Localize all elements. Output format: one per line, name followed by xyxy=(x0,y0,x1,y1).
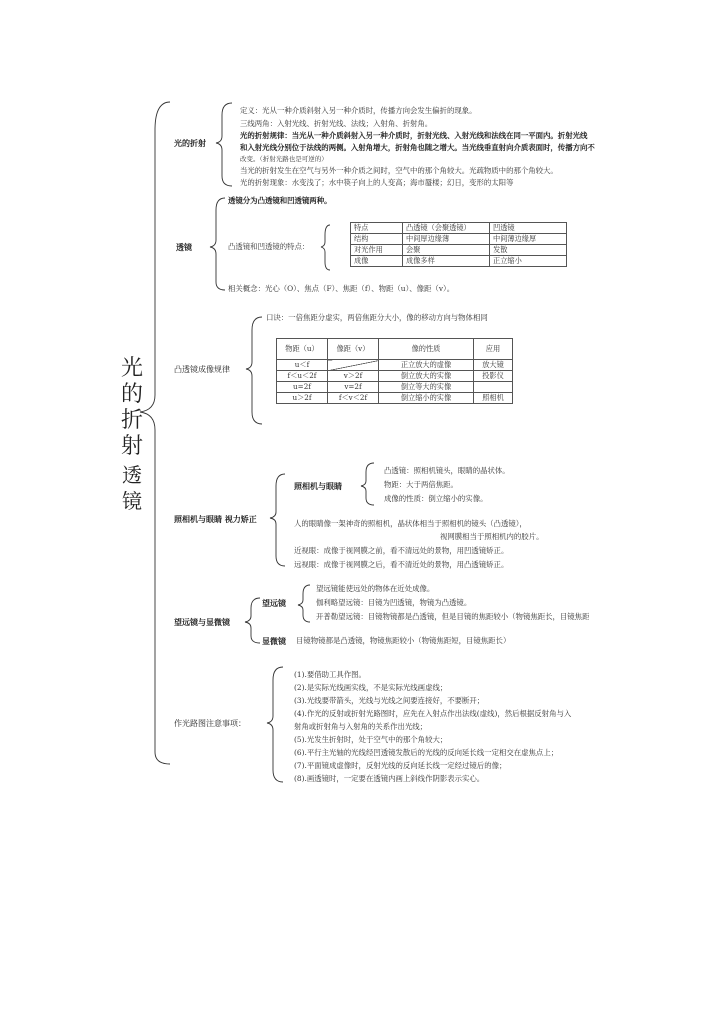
table-cell: f＜v＜2f xyxy=(328,393,379,404)
drawing-line: 射角或折射角与入射角的关系作出光线； xyxy=(294,722,428,731)
table-cell: v＞2f xyxy=(328,371,379,382)
table-cell: u=2f xyxy=(277,382,328,393)
table-cell: u＞2f xyxy=(277,393,328,404)
camera-sub-line: 凸透镜：照相机镜头，眼睛的晶状体。 xyxy=(384,466,510,475)
lens-table xyxy=(350,222,567,267)
table-cell: 对光作用 xyxy=(351,245,403,256)
table-row xyxy=(277,371,513,382)
features-brace xyxy=(321,225,330,270)
refraction-line: 当光的折射发生在空气与另外一种介质之间时，空气中的那个角较大。光疏物质中的那个角较大。 xyxy=(240,166,558,175)
table-row xyxy=(277,339,513,360)
table-cell: 中间厚边缘薄 xyxy=(403,234,490,245)
telescope-line: 望远镜能使远处的物体在近处成像。 xyxy=(316,584,435,593)
refraction-line: 定义：光从一种介质斜射入另一种介质时，传播方向会发生偏折的现象。 xyxy=(240,106,477,115)
main-title xyxy=(120,356,144,460)
table-cell: 倒立放大的实像 xyxy=(379,371,474,382)
refraction-line: 三线两角：入射光线、折射光线、法线；入射角、折射角。 xyxy=(240,119,433,128)
main-brace xyxy=(140,102,170,764)
table-cell: 正立放大的虚像 xyxy=(379,360,474,371)
refraction-line: 和入射光线分别位于法线的两侧。入射角增大，折射角也随之增大。当光线垂直射向介质表面时，传播方向不 xyxy=(240,143,595,152)
table-cell: 正立缩小 xyxy=(490,256,567,267)
table-row xyxy=(351,256,567,267)
refraction-line: 光的折射现象：水变浅了；水中筷子向上的人变高；海市蜃楼；幻日，变形的太阳等 xyxy=(240,178,514,187)
table-cell: f＜u＜2f xyxy=(277,371,328,382)
telescope-brace xyxy=(245,598,260,643)
drawing-line: (8).画透镜时，一定要在透镜内画上斜线作阴影表示实心。 xyxy=(294,774,485,783)
drawing-line: (5).光发生折射时，处于空气中的那个角较大； xyxy=(294,735,448,744)
microscope-sub-label: 显微镜 xyxy=(262,636,286,646)
camera-eye-line: 远视眼：成像于视网膜之后，看不清近处的景物，用凸透镜矫正。 xyxy=(294,560,509,569)
table-cell: 照相机 xyxy=(474,393,513,404)
table-cell: 应用 xyxy=(474,339,513,360)
table-cell: 投影仪 xyxy=(474,371,513,382)
refraction-brace xyxy=(216,103,232,186)
refraction-line: 光的折射规律：当光从一种介质斜射入另一种介质时，折射光线、入射光线和法线在同一平面内。折射光线 xyxy=(240,131,588,140)
lens-brace xyxy=(210,198,225,290)
drawing-line: (7).平面镜成虚像时，反射光线的反向延长线一定经过镜后的像； xyxy=(294,761,507,770)
main-title-char: 光 xyxy=(120,356,143,381)
drawing-line: (2).是实际光线画实线，不是实际光线画虚线； xyxy=(294,683,448,692)
table-cell xyxy=(474,382,513,393)
table-cell: 特点 xyxy=(351,223,403,234)
sub-title-char: 镜 xyxy=(122,489,142,513)
main-title-char: 折 xyxy=(120,408,143,433)
table-row xyxy=(277,393,513,404)
table-cell: 结构 xyxy=(351,234,403,245)
convex-brace xyxy=(246,317,262,424)
main-title-char: 射 xyxy=(120,434,143,459)
sub-title-char: 透 xyxy=(122,463,142,487)
telescope-sub-label: 望远镜 xyxy=(262,598,286,608)
table-cell: 发散 xyxy=(490,245,567,256)
camera-sub-label: 照相机与眼睛 xyxy=(294,481,342,491)
camera-eye-line: 人的眼睛像一架神奇的照相机，晶状体相当于照相机的镜头（凸透镜）， xyxy=(294,519,527,528)
camera-sub-line: 物距：大于两倍焦距。 xyxy=(384,480,458,489)
drawing-brace xyxy=(267,667,283,782)
main-title-char: 的 xyxy=(120,382,143,407)
camera-eye-line: 近视眼：成像于视网膜之前，看不清远处的景物，用凹透镜矫正。 xyxy=(294,546,509,555)
table-cell: 凹透镜 xyxy=(490,223,567,234)
refraction-line: 改变。（折射光路也是可逆的） xyxy=(240,155,328,163)
sub-title xyxy=(120,462,144,514)
table-row xyxy=(277,382,513,393)
camera-sub-brace xyxy=(361,463,374,505)
drawing-line: (6).平行主光轴的光线经凹透镜发散后的光线的反向延长线一定相交在虚焦点上； xyxy=(294,748,559,757)
table-cell: 会聚 xyxy=(403,245,490,256)
tele-sub-brace xyxy=(298,585,310,622)
section-label-convex-rule: 凸透镜成像规律 xyxy=(174,365,230,374)
section-label-drawing: 作光路图注意事项： xyxy=(174,719,246,728)
section-label-lens: 透镜 xyxy=(176,242,192,252)
table-row xyxy=(351,223,567,234)
table-cell: 放大镜 xyxy=(474,360,513,371)
table-cell: 倒立等大的实像 xyxy=(379,382,474,393)
table-cell: v=2f xyxy=(328,382,379,393)
table-cell-diagonal xyxy=(328,360,379,371)
table-cell: u＜f xyxy=(277,360,328,371)
table-cell: 成像 xyxy=(351,256,403,267)
table-cell: 像的性质 xyxy=(379,339,474,360)
telescope-line: 伽利略望远镜：目镜为凹透镜，物镜为凸透镜。 xyxy=(316,598,472,607)
table-row xyxy=(351,245,567,256)
section-label-refraction: 光的折射 xyxy=(174,138,206,148)
table-row xyxy=(277,360,513,371)
convex-table xyxy=(276,338,513,404)
microscope-line: 目镜物镜都是凸透镜，物镜焦距较小（物镜焦距短，目镜焦距长） xyxy=(296,636,511,645)
drawing-line: (3).光线要带箭头，光线与光线之间要连接好，不要断开； xyxy=(294,696,485,705)
lens-types: 透镜分为凸透镜和凹透镜两种。 xyxy=(228,196,332,205)
table-cell: 像距（v） xyxy=(328,339,379,360)
section-label-camera-eye: 照相机与眼睛 视力矫正 xyxy=(174,514,257,524)
lens-features-label: 凸透镜和凹透镜的特点： xyxy=(228,242,310,251)
lens-concepts: 相关概念：光心（O）、焦点（F）、焦距（f）、物距（u）、像距（v）。 xyxy=(228,284,455,293)
table-cell: 凸透镜（会聚透镜） xyxy=(403,223,490,234)
drawing-line: (1).要借助工具作图。 xyxy=(294,670,366,679)
section-label-telescope: 望远镜与显微镜 xyxy=(174,617,230,627)
camera-sub-line: 成像的性质：倒立缩小的实像。 xyxy=(384,494,488,503)
drawing-line: (4).作光的反射或折射光路图时，应先在入射点作出法线(虚线)，然后根据反射角与入 xyxy=(294,709,572,718)
table-cell: 物距（u） xyxy=(277,339,328,360)
table-cell: 倒立缩小的实像 xyxy=(379,393,474,404)
telescope-line: 开普勒望远镜：目镜物镜都是凸透镜，但是目镜的焦距较小（物镜焦距长，目镜焦距 xyxy=(316,612,590,621)
table-cell: 成像多样 xyxy=(403,256,490,267)
convex-mnemonic: 口诀：一倍焦距分虚实，两倍焦距分大小，像的移动方向与物体相同 xyxy=(266,313,488,322)
camera-brace xyxy=(270,474,285,566)
camera-eye-line: 视网膜相当于照相机内的胶片。 xyxy=(440,532,544,541)
table-cell: 中间薄边缘厚 xyxy=(490,234,567,245)
table-row xyxy=(351,234,567,245)
